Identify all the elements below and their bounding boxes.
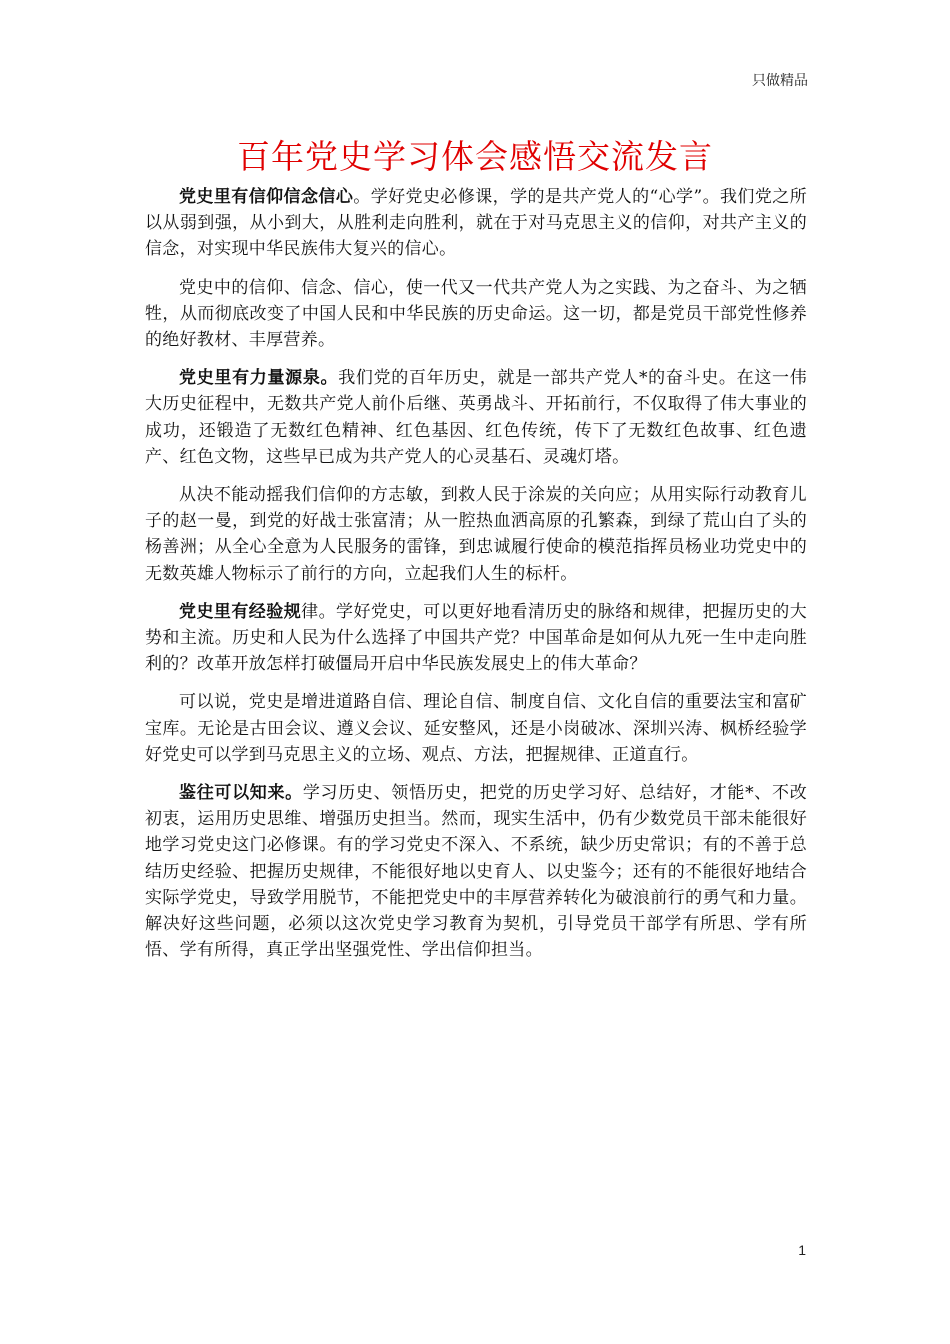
paragraph-5-lead: 党史里有经验规 [179,601,302,622]
paragraph-4 [145,482,807,587]
header-note: 只做精品 [752,73,808,89]
paragraph-6 [145,689,807,768]
paragraph-7-text: 学习历史、领悟历史，把党的历史学习好、总结好，才能*、不改初衷，运用历史思维、增强历史担当。然而，现实生活中，仍有少数党员干部未能很好地学习党史这门必修课。有的学习党史不深入、不系统，缺少历史常识；有的不善于总结历史经验、把握历史规律，不能很好地以史育人、以史鉴今；还有的不能很好地结合实际学党史，导致学用脱节，不能把党史中的丰厚营养转化为破浪前行的勇气和力量。解决好这些问题，必须以这次党史学习教育为契机，引导党员干部学有所思、学有所悟、学有所得，真正学出坚强党性、学出信仰担当。 [145,783,807,961]
paragraph-3-lead: 党史里有力量源泉。 [179,368,339,389]
paragraph-7-lead: 鉴往可以知来。 [179,783,303,804]
paragraph-2-text: 党史中的信仰、信念、信心，使一代又一代共产党人为之实践、为之奋斗、为之牺牲，从而彻底改变了中国人民和中华民族的历史命运。这一切，都是党员干部党性修养的绝好教材、丰厚营养。 [145,277,807,351]
document-body [145,184,807,975]
page-number: 1 [798,1242,806,1258]
paragraph-5-text: 律。学好党史，可以更好地看清历史的脉络和规律，把握历史的大势和主流。历史和人民为什么选择了中国共产党？中国革命是如何从九死一生中走向胜利的？改革开放怎样打破僵局开启中华民族发展史上的伟大革命？ [145,601,807,675]
paragraph-3-text: 我们党的百年历史，就是一部共产党人*的奋斗史。在这一伟大历史征程中，无数共产党人前仆后继、英勇战斗、开拓前行，不仅取得了伟大事业的成功，还锻造了无数红色精神、红色基因、红色传统，传下了无数红色故事、红色遗产、红色文物，这些早已成为共产党人的心灵基石、灵魂灯塔。 [145,368,808,467]
paragraph-1-lead: 党史里有信仰信念信心 [179,187,354,207]
document-title: 百年党史学习体会感悟交流发言 [237,137,713,176]
paragraph-4-text: 从决不能动摇我们信仰的方志敏，到救人民于涂炭的关向应；从用实际行动教育儿子的赵一曼，到党的好战士张富清；从一腔热血洒高原的孔繁森，到绿了荒山白了头的杨善洲；从全心全意为人民服务的雷锋，到忠诚履行使命的模范指挥员杨业功党史中的无数英雄人物标示了前行的方向，立起我们人生的标杆。 [145,485,807,584]
paragraph-7 [145,780,807,963]
paragraph-3 [145,365,807,470]
paragraph-1-text: 。学好党史必修课，学的是共产党人的“心学”。我们党之所以从弱到强，从小到大，从胜利走向胜利，就在于对马克思主义的信仰，对共产主义的信念，对实现中华民族伟大复兴的信心。 [145,187,808,260]
paragraph-5 [145,599,807,678]
paragraph-6-text: 可以说，党史是增进道路自信、理论自信、制度自信、文化自信的重要法宝和富矿宝库。无论是古田会议、遵义会议、延安整风，还是小岗破冰、深圳兴涛、枫桥经验学好党史可以学到马克思主义的立场、观点、方法，把握规律、正道直行。 [145,692,807,765]
paragraph-1 [145,184,807,263]
paragraph-2 [145,275,807,354]
